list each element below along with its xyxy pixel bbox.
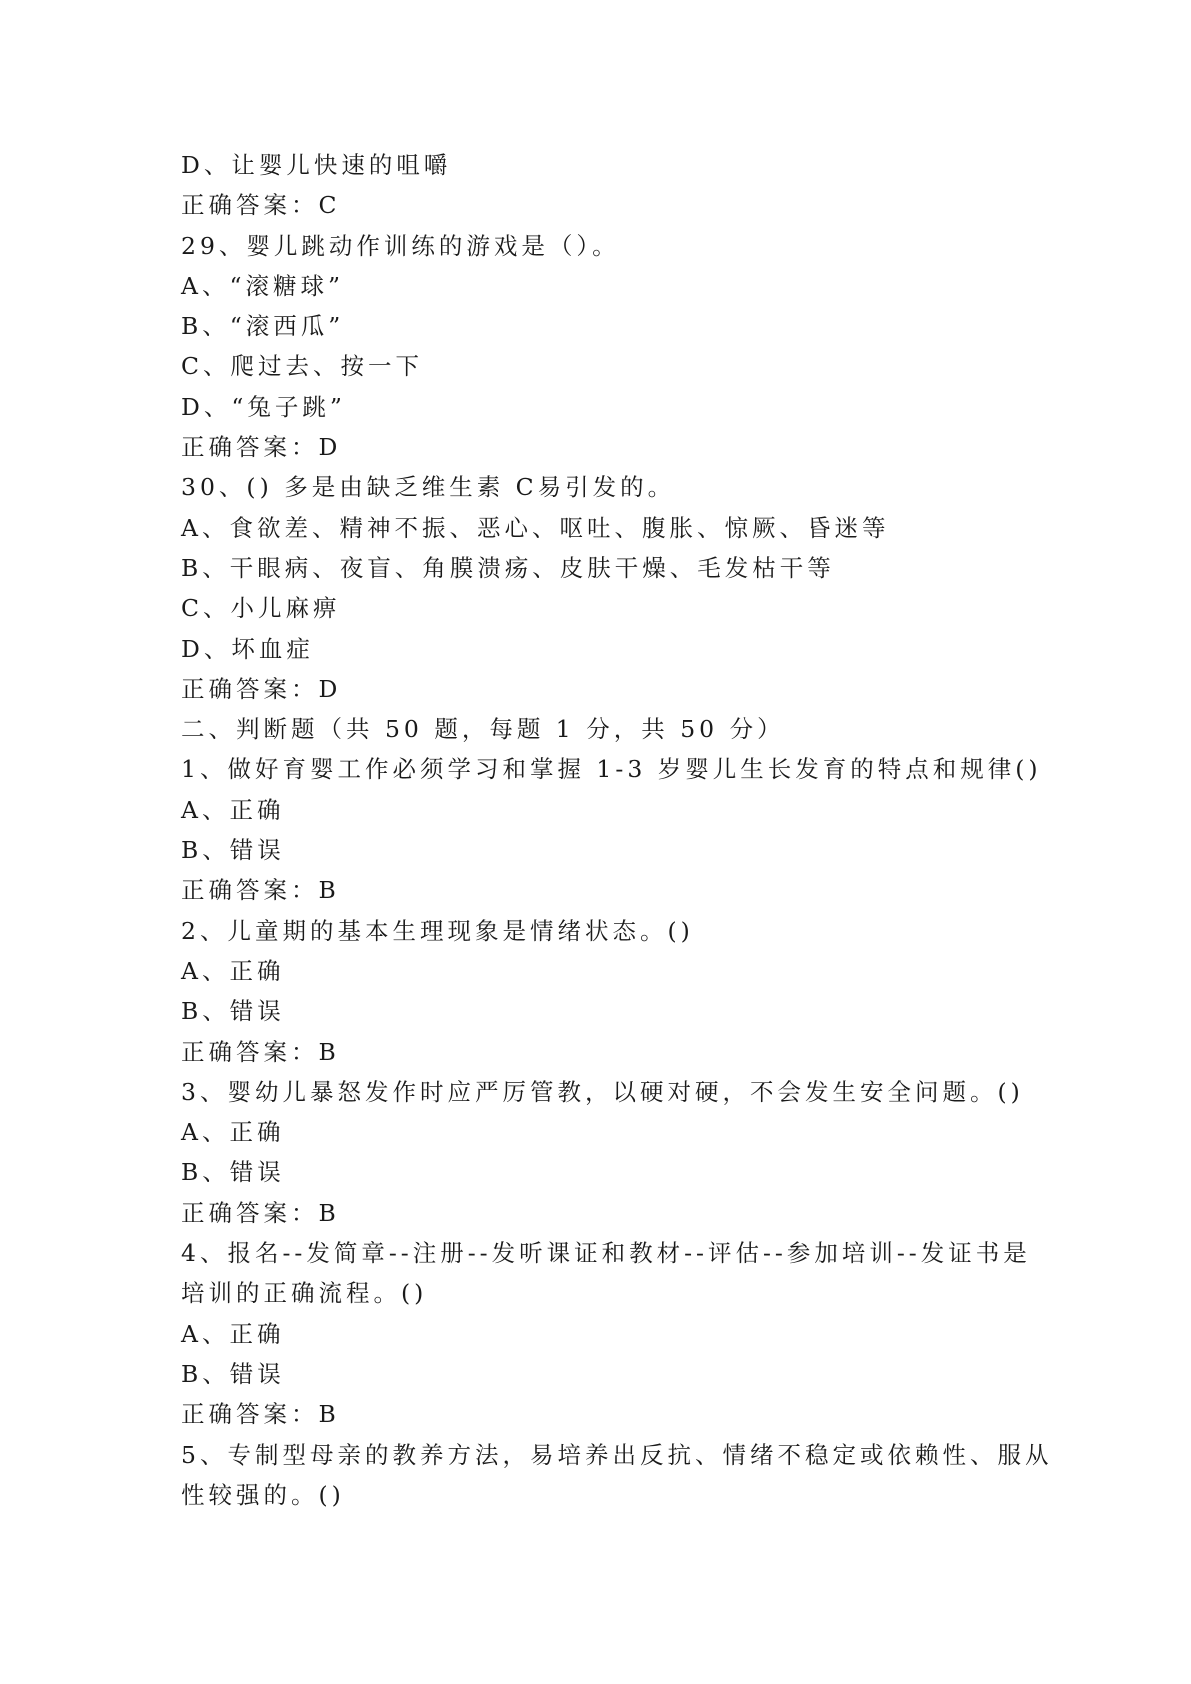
question-line: 4、报名--发简章--注册--发听课证和教材--评估--参加培训--发证书是 <box>181 1239 1031 1268</box>
option-line: B、错误 <box>181 1359 285 1388</box>
option-line: A、“滚糖球” <box>181 271 344 300</box>
answer-line: 正确答案：B <box>181 1037 340 1066</box>
answer-line: 正确答案：D <box>181 433 342 462</box>
question-line: 29、婴儿跳动作训练的游戏是（）。 <box>181 231 620 260</box>
question-line-continued: 性较强的。() <box>181 1480 345 1509</box>
section-heading: 二、判断题（共 50 题，每题 1 分，共 50 分） <box>181 715 785 744</box>
question-line: 5、专制型母亲的教养方法，易培养出反抗、情绪不稳定或依赖性、服从 <box>181 1440 1053 1469</box>
question-line: 3、婴幼儿暴怒发作时应严厉管教，以硬对硬，不会发生安全问题。() <box>181 1077 1024 1106</box>
option-line: B、“滚西瓜” <box>181 312 345 341</box>
answer-line: 正确答案：B <box>181 876 340 905</box>
option-line: B、干眼病、夜盲、角膜溃疡、皮肤干燥、毛发枯干等 <box>181 553 835 582</box>
question-line-continued: 培训的正确流程。() <box>181 1279 428 1308</box>
question-line: 2、儿童期的基本生理现象是情绪状态。() <box>181 916 694 945</box>
document-body <box>181 145 1053 1515</box>
question-line: 1、做好育婴工作必须学习和掌握 1-3 岁婴儿生长发育的特点和规律() <box>181 755 1042 784</box>
question-line: 30、() 多是由缺乏维生素 C易引发的。 <box>181 473 676 502</box>
answer-line: 正确答案：C <box>181 191 341 220</box>
option-line: D、让婴儿快速的咀嚼 <box>181 151 452 179</box>
answer-line: 正确答案：B <box>181 1400 340 1429</box>
option-line: D、“兔子跳” <box>181 392 346 421</box>
answer-line: 正确答案：D <box>181 674 342 703</box>
answer-line: 正确答案：B <box>181 1198 340 1227</box>
option-line: A、正确 <box>181 956 285 985</box>
option-line: A、正确 <box>181 1319 285 1348</box>
option-line: C、小儿麻痹 <box>181 594 341 623</box>
option-line: A、正确 <box>181 795 285 824</box>
option-line: A、食欲差、精神不振、恶心、呕吐、腹胀、惊厥、昏迷等 <box>181 513 890 542</box>
option-line: D、坏血症 <box>181 634 314 663</box>
option-line: B、错误 <box>181 836 285 865</box>
option-line: A、正确 <box>181 1118 285 1147</box>
option-line: B、错误 <box>181 1158 285 1187</box>
option-line: B、错误 <box>181 997 285 1026</box>
option-line: C、爬过去、按一下 <box>181 352 423 381</box>
